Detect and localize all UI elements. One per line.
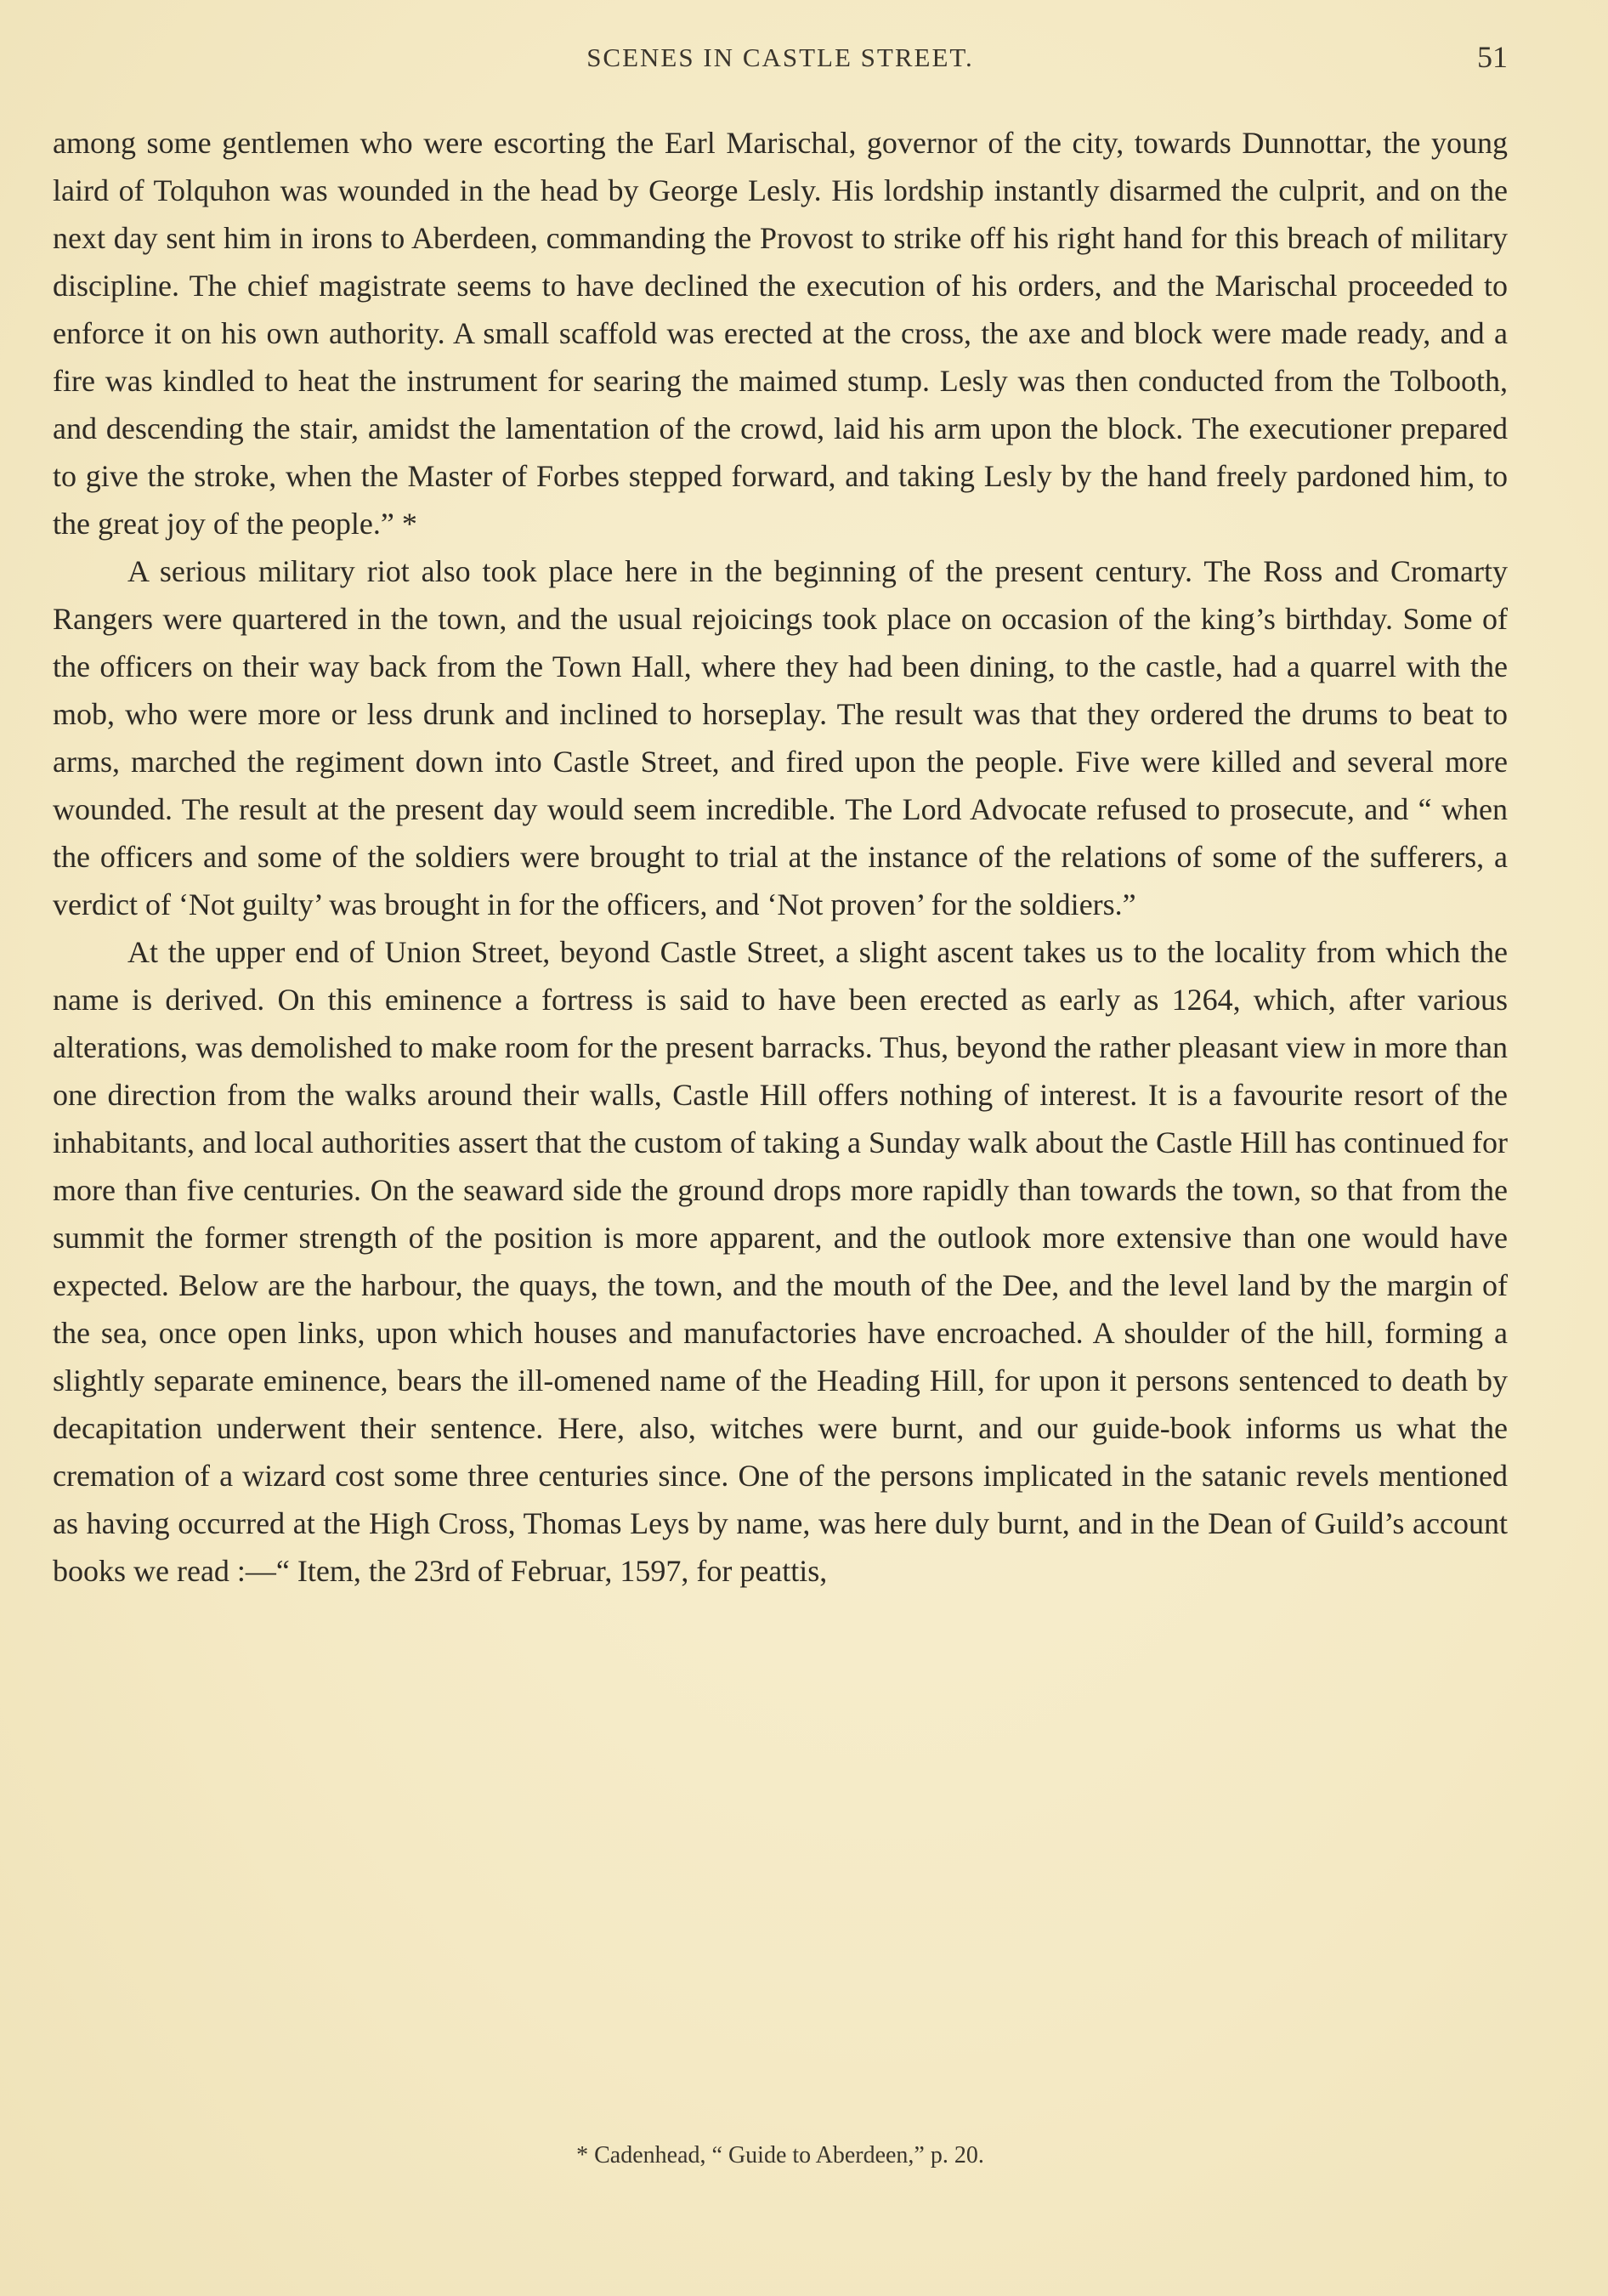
running-title: SCENES IN CASTLE STREET. [586, 43, 974, 72]
running-head [53, 37, 1508, 80]
paragraph-military-riot: A serious military riot also took place here in the beginning of the present century. The Ross and Cromarty Rangers were quartered in the town, and the usual rejoicings took place on occasion of the king’s birthday. Some of the officers on their way back from the Town Hall, where they had been dining, to the castle, had a quarrel with the mob, who were more or less drunk and inclined to horseplay. The result was that they ordered the drums to beat to arms, marched the regiment down into Castle Street, and fired upon the people. Five were killed and several more wounded. The result at the present day would seem incredible. The Lord Advocate refused to prosecute, and “ when the officers and some of the soldiers were brought to trial at the instance of the relations of some of the sufferers, a verdict of ‘Not guilty’ was brought in for the officers, and ‘Not proven’ for the soldiers.” [53, 554, 1508, 921]
page-number: 51 [1477, 40, 1508, 74]
footnote: * Cadenhead, “ Guide to Aberdeen,” p. 20. [576, 2142, 984, 2168]
paragraph-continuation: among some gentlemen who were escorting the Earl Marischal, governor of the city, towards Dunnottar, the young laird of Tolquhon was wounded in the head by George Lesly. His lordship instantly disarmed the culprit, and on the next day sent him in irons to Aberdeen, commanding the Provost to strike off his right hand for this breach of military discipline. The chief magistrate seems to have declined the execution of his orders, and the Marischal proceeded to enforce it on his own authority. A small scaffold was erected at the cross, the axe and block were made ready, and a fire was kindled to heat the instrument for searing the maimed stump. Lesly was then conducted from the Tolbooth, and descending the stair, amidst the lamentation of the crowd, laid his arm upon the block. The executioner prepared to give the stroke, when the Master of Forbes stepped forward, and taking Lesly by the hand freely pardoned him, to the great joy of the people.” * [53, 126, 1508, 541]
body-text [53, 119, 1508, 1595]
paragraph-castle-hill: At the upper end of Union Street, beyond Castle Street, a slight ascent takes us to the locality from which the name is derived. On this eminence a fortress is said to have been erected as early as 1264, which, after various alterations, was demolished to make room for the present barracks. Thus, beyond the rather pleasant view in more than one direction from the walks around their walls, Castle Hill offers nothing of interest. It is a favourite resort of the inhabitants, and local authorities assert that the custom of taking a Sunday walk about the Castle Hill has continued for more than five centuries. On the seaward side the ground drops more rapidly than towards the town, so that from the summit the former strength of the position is more apparent, and the outlook more extensive than one would have expected. Below are the harbour, the quays, the town, and the mouth of the Dee, and the level land by the margin of the sea, once open links, upon which houses and manufactories have encroached. A shoulder of the hill, forming a slightly separate eminence, bears the ill-omened name of the Heading Hill, for upon it persons sentenced to death by decapitation underwent their sentence. Here, also, witches were burnt, and our guide-book informs us what the cremation of a wizard cost some three centuries since. One of the persons implicated in the satanic revels mentioned as having occurred at the High Cross, Thomas Leys by name, was here duly burnt, and in the Dean of Guild’s account books we read :—“ Item, the 23rd of Februar, 1597, for peattis, [53, 935, 1508, 1588]
